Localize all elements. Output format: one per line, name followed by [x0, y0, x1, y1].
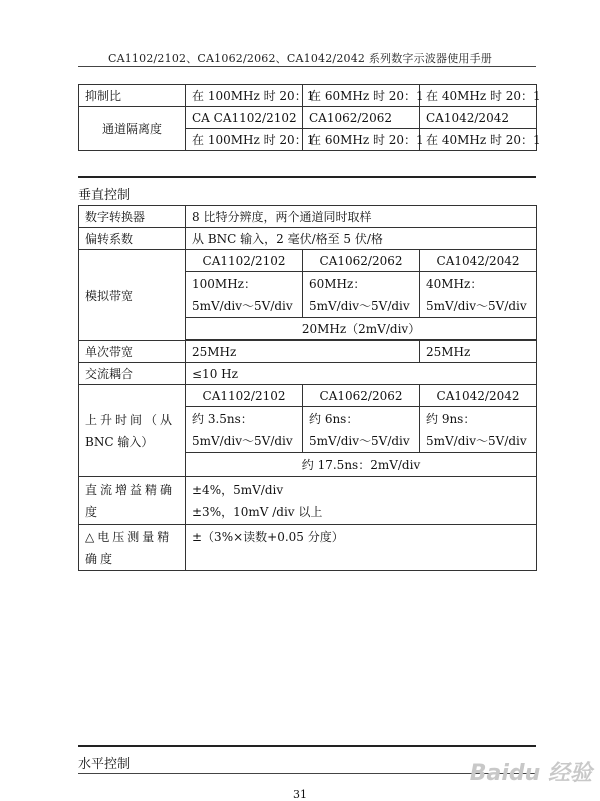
dc-gain-label: 直流增益精确 [85, 482, 176, 497]
analog-bw-range: 5mV/div～5V/div [426, 298, 527, 313]
voltage-acc-label: 确度 [85, 551, 116, 566]
rise-time-range: 5mV/div～5V/div [192, 433, 293, 448]
single-bw-label: 单次带宽 [79, 341, 186, 363]
page-header: CA1102/2102、CA1062/2062、CA1042/2042 系列数字示波器使用手册 [107, 52, 493, 65]
single-bw-value: 25MHz [186, 341, 420, 363]
rejection-cell: 在 100MHz 时 20：1 [186, 85, 303, 107]
rise-time-range: 5mV/div～5V/div [426, 433, 527, 448]
header-rule [78, 66, 536, 67]
adc-value: 8 比特分辨度，两个通道同时取样 [186, 206, 537, 228]
watermark: Baidu 经验 [469, 761, 592, 786]
rise-time-model: CA1102/2102 [186, 385, 303, 407]
deflection-value: 从 BNC 输入，2 毫伏/格至 5 伏/格 [186, 228, 537, 250]
rise-time-label: BNC 输入） [85, 434, 154, 449]
analog-bw-label: 模拟带宽 [79, 250, 186, 341]
section-rule [78, 773, 536, 774]
dc-gain-label: 度 [85, 504, 101, 519]
section-rule [78, 176, 536, 178]
rise-time-model: CA1062/2062 [303, 385, 420, 407]
isolation-model: CA1042/2042 [420, 107, 537, 129]
voltage-acc-label: △电压测量精 [85, 529, 173, 544]
adc-label: 数字转换器 [79, 206, 186, 228]
rejection-cell: 在 40MHz 时 20：1 [420, 85, 537, 107]
ac-coupling-label: 交流耦合 [79, 363, 186, 385]
rise-time-value: 约 3.5ns： [192, 411, 253, 426]
analog-bw-model: CA1062/2062 [303, 250, 420, 272]
dc-gain-value: ±4%，5mV/div [192, 482, 284, 497]
section-rule [78, 745, 536, 747]
isolation-label: 通道隔离度 [79, 107, 186, 151]
rejection-label: 抑制比 [79, 85, 186, 107]
section-title-vertical: 垂直控制 [78, 188, 131, 203]
isolation-cell: 在 100MHz 时 20：1 [186, 129, 303, 151]
section-title-horizontal: 水平控制 [78, 757, 131, 772]
ac-coupling-value: ≤10 Hz [186, 363, 537, 385]
single-bw-value: 25MHz [420, 341, 537, 363]
rise-time-model: CA1042/2042 [420, 385, 537, 407]
rise-time-range: 5mV/div～5V/div [309, 433, 410, 448]
vertical-table [78, 205, 537, 571]
isolation-model: CA1062/2062 [303, 107, 420, 129]
analog-bw-model: CA1042/2042 [420, 250, 537, 272]
isolation-table [78, 84, 541, 151]
rise-time-extra: 约 17.5ns：2mV/div [186, 453, 537, 477]
deflection-label: 偏转系数 [79, 228, 186, 250]
analog-bw-freq: 100MHz： [192, 276, 256, 291]
analog-bw-extra: 20MHz（2mV/div） [186, 318, 537, 340]
isolation-cell: 在 40MHz 时 20：1 [420, 129, 537, 151]
analog-bw-range: 5mV/div～5V/div [309, 298, 410, 313]
voltage-acc-value: ±（3%×读数+0.05 分度） [186, 525, 537, 571]
dc-gain-value: ±3%，10mV /div 以上 [192, 504, 323, 519]
analog-bw-freq: 60MHz： [309, 276, 366, 291]
analog-bw-model: CA1102/2102 [186, 250, 303, 272]
rise-time-value: 约 9ns： [426, 411, 476, 426]
rise-time-value: 约 6ns： [309, 411, 359, 426]
rejection-cell: 在 60MHz 时 20：1 [303, 85, 420, 107]
page-number: 31 [293, 788, 307, 801]
isolation-model: CA CA1102/2102 [186, 107, 303, 129]
analog-bw-range: 5mV/div～5V/div [192, 298, 293, 313]
rise-time-label: 上升时间（从 [85, 412, 176, 427]
isolation-cell: 在 60MHz 时 20：1 [303, 129, 420, 151]
analog-bw-freq: 40MHz： [426, 276, 483, 291]
